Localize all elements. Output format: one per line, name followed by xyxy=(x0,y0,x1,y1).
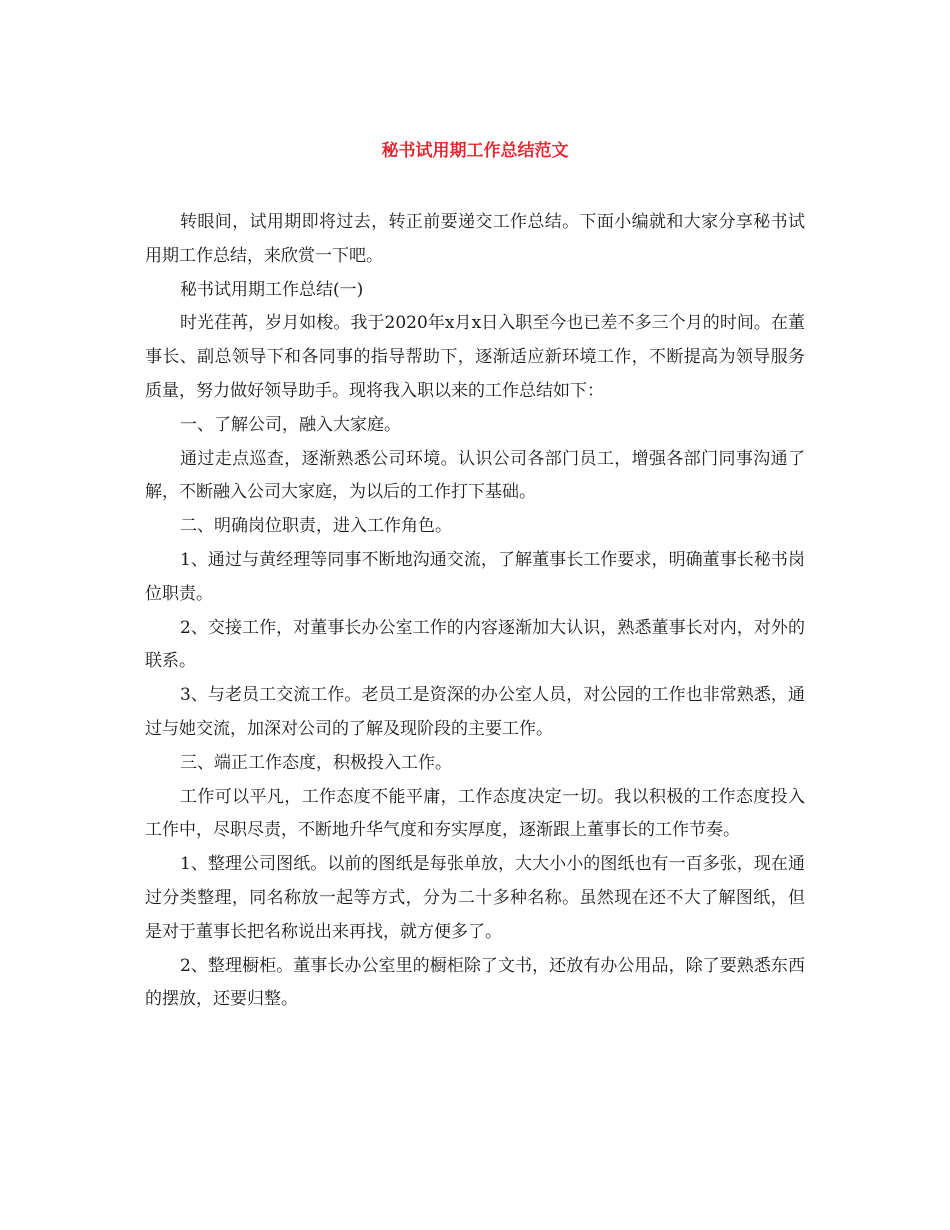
list-item: 1、整理公司图纸。以前的图纸是每张单放，大大小小的图纸也有一百多张，现在通过分类整理，同名称放一起等方式，分为二十多种名称。虽然现在还不大了解图纸，但是对于董事长把名称说出来再找，就方便多了。 xyxy=(145,854,805,942)
document-body xyxy=(145,206,805,1017)
list-item: 2、交接工作，对董事长办公室工作的内容逐渐加大认识，熟悉董事长对内，对外的联系。 xyxy=(145,617,805,672)
section-heading: 二、明确岗位职责，进入工作角色。 xyxy=(180,516,452,537)
paragraph: 通过走点巡查，逐渐熟悉公司环境。认识公司各部门员工，增强各部门同事沟通了解，不断融入公司大家庭，为以后的工作打下基础。 xyxy=(145,448,805,503)
section-heading: 三、端正工作态度，积极投入工作。 xyxy=(180,752,452,773)
list-item: 1、通过与黄经理等同事不断地沟通交流，了解董事长工作要求，明确董事长秘书岗位职责。 xyxy=(145,549,805,604)
paragraph: 时光荏苒，岁月如梭。我于2020年x月x日入职至今也已差不多三个月的时间。在董事长、副总领导下和各同事的指导帮助下，逐渐适应新环境工作，不断提高为领导服务质量，努力做好领导助手。现将我入职以来的工作总结如下： xyxy=(145,313,805,401)
list-item: 3、与老员工交流工作。老员工是资深的办公室人员，对公园的工作也非常熟悉，通过与她交流，加深对公司的了解及现阶段的主要工作。 xyxy=(145,685,805,739)
paragraph: 转眼间，试用期即将过去，转正前要递交工作总结。下面小编就和大家分享秘书试用期工作总结，来欣赏一下吧。 xyxy=(145,212,805,266)
section-heading: 秘书试用期工作总结(一) xyxy=(180,279,364,300)
section-heading: 一、了解公司，融入大家庭。 xyxy=(180,414,401,435)
document-title: 秘书试用期工作总结范文 xyxy=(381,141,569,161)
paragraph: 工作可以平凡，工作态度不能平庸，工作态度决定一切。我以积极的工作态度投入工作中，尽职尽责，不断地升华气度和夯实厚度，逐渐跟上董事长的工作节奏。 xyxy=(145,786,805,841)
list-item: 2、整理橱柜。董事长办公室里的橱柜除了文书，还放有办公用品，除了要熟悉东西的摆放，还要归整。 xyxy=(145,955,805,1010)
